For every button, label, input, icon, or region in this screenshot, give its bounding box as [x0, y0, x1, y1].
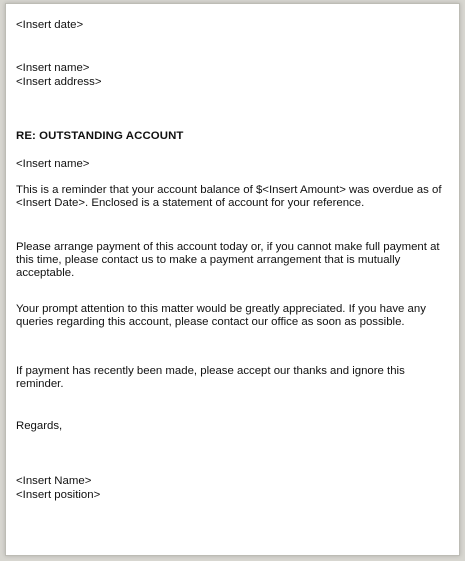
paragraph-payment-made: If payment has recently been made, please accept our thanks and ignore this reminder.: [16, 365, 405, 391]
signature-position: <Insert position>: [16, 489, 101, 501]
paragraph-prompt-attention: Your prompt attention to this matter would be greatly appreciated. If you have any queries regarding this account, please contact our office as soon as possible.: [16, 303, 426, 329]
letter-page: [5, 3, 460, 556]
date-placeholder: <Insert date>: [16, 19, 84, 31]
subject-line: RE: OUTSTANDING ACCOUNT: [16, 130, 184, 142]
paragraph-reminder: This is a reminder that your account balance of $<Insert Amount> was overdue as of <Insert Date>. Enclosed is a statement of account for your reference.: [16, 184, 442, 210]
recipient-address: <Insert address>: [16, 76, 102, 88]
salutation: <Insert name>: [16, 158, 90, 170]
paragraph-arrange-payment: Please arrange payment of this account today or, if you cannot make full payment at this time, please contact us to make a payment arrangement that is mutually acceptable.: [16, 241, 440, 280]
signature-name: <Insert Name>: [16, 475, 92, 487]
recipient-name: <Insert name>: [16, 62, 90, 74]
closing: Regards,: [16, 420, 63, 432]
